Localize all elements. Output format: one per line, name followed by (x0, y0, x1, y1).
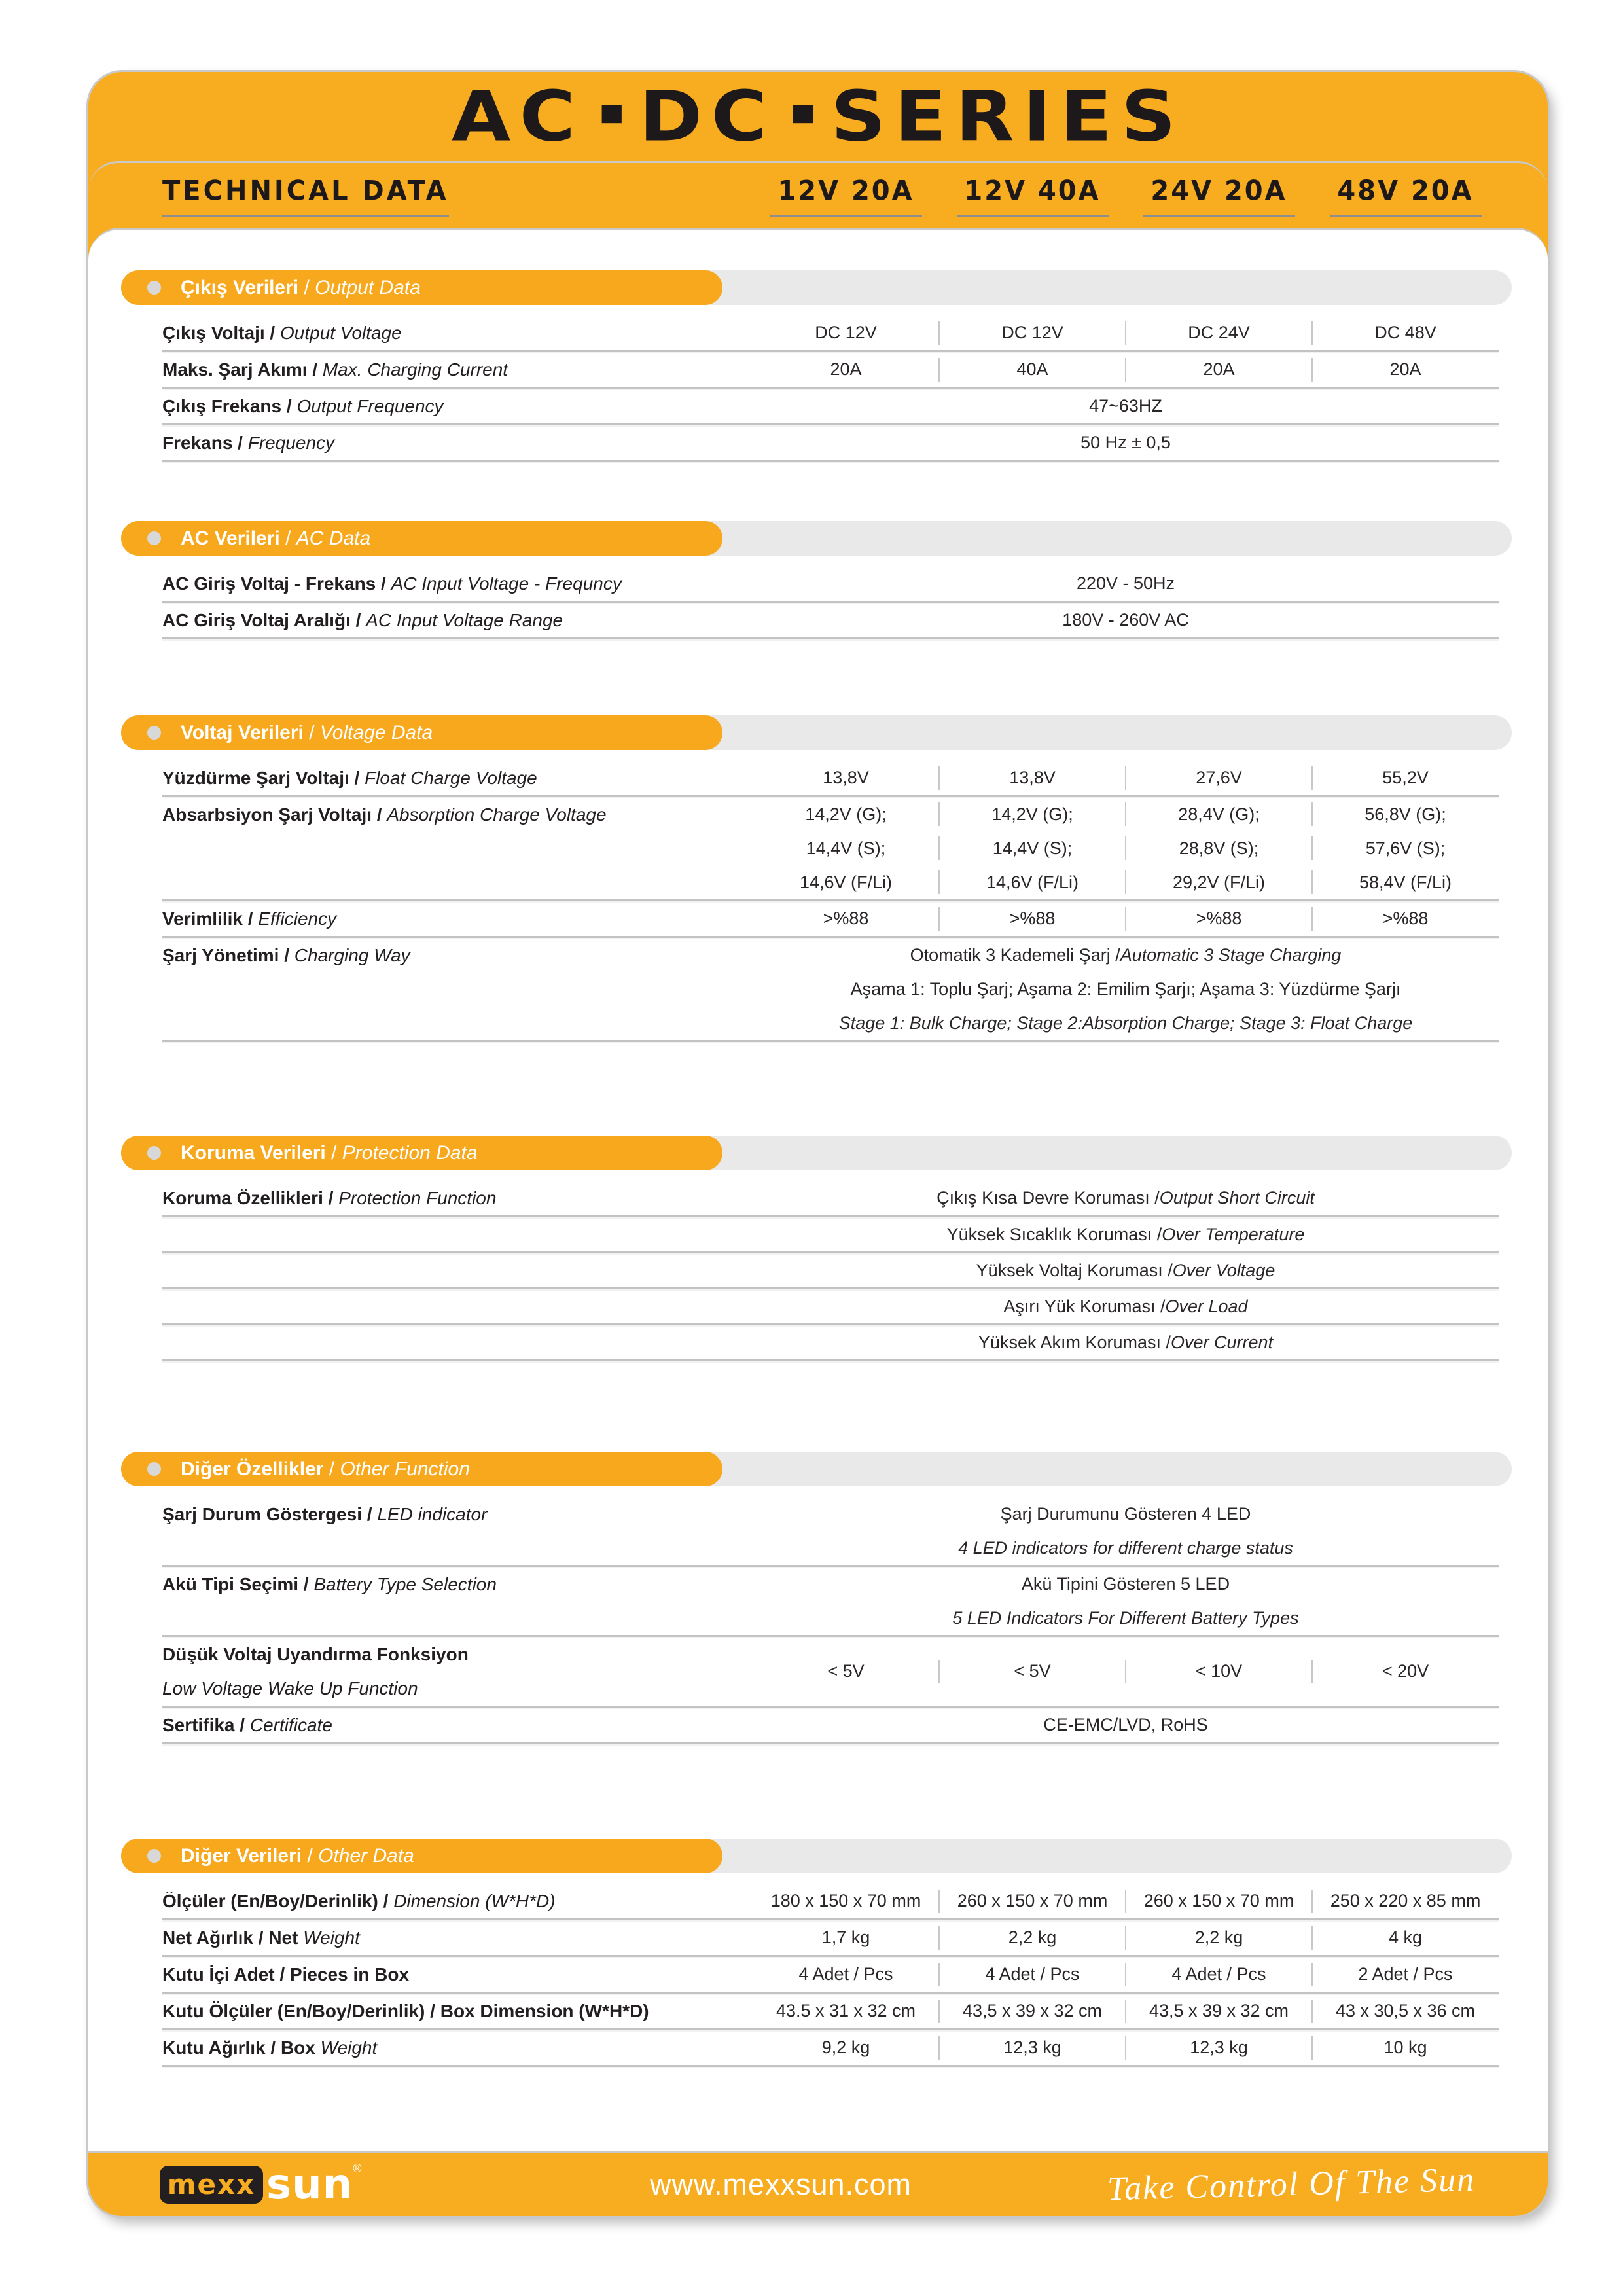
value-span: Aşırı Yük Koruması / Over Load (1003, 1296, 1248, 1316)
row-label: AC Giriş Voltaj - Frekans / AC Input Voltage - Frequncy (162, 573, 622, 594)
bullet-icon (147, 726, 161, 740)
footer-url: www.mexxsun.com (649, 2167, 912, 2201)
section-rows (162, 1884, 1499, 2067)
title-dot-separator (793, 105, 813, 124)
row-separator (162, 1742, 1499, 1744)
logo-mexx-text: mexx (167, 2168, 256, 2200)
column-header-underline (1330, 215, 1482, 217)
column-header-underline (770, 215, 922, 217)
row-label: AC Giriş Voltaj Aralığı / AC Input Voltage Range (162, 610, 563, 630)
value-columns (753, 831, 1499, 865)
section-pill-highlight (121, 1136, 722, 1170)
page-title (452, 76, 1185, 157)
section-other-function (88, 1452, 1548, 1744)
column-header-underline (1143, 215, 1295, 217)
value-columns (753, 1958, 1499, 1992)
row-values (753, 1325, 1499, 1359)
row-label: Verimlilik / Efficiency (162, 908, 337, 929)
row-label: Maks. Şarj Akımı / Max. Charging Current (162, 359, 508, 380)
value-cell: 43 x 30,5 x 36 cm (1312, 2001, 1499, 2021)
value-cell: 14,6V (F/Li) (939, 872, 1126, 893)
value-cell: 28,8V (S); (1126, 838, 1312, 859)
value-cell: >%88 (939, 908, 1126, 929)
bullet-icon (147, 1146, 161, 1160)
value-cell: 58,4V (F/Li) (1312, 872, 1499, 893)
row-values (753, 1253, 1499, 1287)
value-cell: 14,2V (G); (939, 804, 1126, 825)
table-row (162, 1957, 1499, 1992)
section-pill-highlight (121, 715, 722, 750)
title-word: DC (639, 75, 776, 158)
value-cell: >%88 (1312, 908, 1499, 929)
section-rows (162, 1497, 1499, 1744)
value-cell: 20A (830, 359, 862, 379)
value-columns (753, 865, 1499, 899)
value-span: Yüksek Sıcaklık Koruması / Over Temperature (946, 1224, 1305, 1244)
table-row (162, 797, 1499, 899)
column-header (1312, 176, 1499, 217)
value-columns (753, 902, 1499, 936)
column-header (1126, 176, 1312, 217)
value-cell: 20A (1126, 359, 1312, 380)
title-word: SERIES (830, 75, 1185, 158)
value-cell: DC 48V (1312, 323, 1499, 343)
column-header-label: 12V 40A (964, 175, 1101, 207)
value-cell: 14,6V (F/Li) (799, 872, 893, 892)
row-values (753, 1497, 1499, 1565)
value-cell: 2,2 kg (1126, 1928, 1312, 1948)
row-values (753, 761, 1499, 795)
section-title: Diğer Özellikler / Other Function (181, 1458, 470, 1480)
bullet-icon (147, 531, 161, 545)
section-title: Koruma Verileri / Protection Data (181, 1141, 478, 1164)
row-values (753, 352, 1499, 387)
row-values (753, 938, 1499, 1040)
section-pill-highlight (121, 1839, 722, 1873)
table-row (162, 425, 1499, 460)
row-values (753, 2030, 1499, 2065)
section-pill (121, 521, 1512, 556)
table-row (162, 1567, 1499, 1635)
value-cell: < 20V (1312, 1661, 1499, 1681)
value-cell: >%88 (1126, 908, 1312, 929)
row-label: Frekans / Frequency (162, 433, 335, 453)
value-cell: < 10V (1126, 1661, 1312, 1681)
value-cell: 260 x 150 x 70 mm (939, 1891, 1126, 1911)
value-cell: 12,3 kg (939, 2037, 1126, 2058)
content-card (88, 228, 1548, 2153)
row-separator (162, 460, 1499, 462)
technical-data-band (88, 161, 1548, 238)
column-headers (753, 176, 1499, 217)
value-span: Stage 1: Bulk Charge; Stage 2:Absorption Charge; Stage 3: Float Charge (838, 1013, 1413, 1033)
value-cell: 14,2V (G); (805, 804, 887, 824)
row-label: Akü Tipi Seçimi / Battery Type Selection (162, 1574, 497, 1594)
section-rows (162, 761, 1499, 1042)
value-columns (753, 761, 1499, 795)
row-separator (162, 2065, 1499, 2067)
technical-data-label: TECHNICAL DATA (162, 175, 449, 207)
value-columns (753, 1921, 1499, 1955)
table-row (162, 566, 1499, 601)
row-values (753, 797, 1499, 899)
value-cell: 2,2 kg (939, 1928, 1126, 1948)
row-values (753, 1994, 1499, 2028)
section-pill-highlight (121, 270, 722, 305)
section-rows (162, 1181, 1499, 1361)
value-columns (753, 797, 1499, 831)
table-row (162, 2030, 1499, 2065)
value-span: Yüksek Akım Koruması / Over Current (978, 1332, 1274, 1352)
row-label (162, 1325, 753, 1359)
row-values (753, 566, 1499, 601)
value-cell: 56,8V (G); (1312, 804, 1499, 825)
section-output-data (88, 270, 1548, 462)
logo-mexx-box (160, 2166, 263, 2204)
row-label: Koruma Özellikleri / Protection Function (162, 1188, 497, 1208)
section-pill (121, 1839, 1512, 1873)
value-cell: DC 12V (939, 323, 1126, 343)
column-header-label: 24V 20A (1150, 175, 1287, 207)
table-row (162, 901, 1499, 936)
value-cell: 28,4V (G); (1126, 804, 1312, 825)
table-row (162, 1253, 1499, 1287)
row-label: Kutu Ölçüler (En/Boy/Derinlik) / Box Dimension (W*H*D) (162, 2001, 649, 2021)
table-row (162, 315, 1499, 350)
datasheet-card (88, 72, 1548, 2216)
value-span: 180V - 260V AC (1062, 610, 1189, 630)
table-row (162, 1637, 1499, 1706)
row-separator (162, 1040, 1499, 1042)
row-label: Sertifika / Certificate (162, 1715, 332, 1735)
footer (88, 2153, 1548, 2216)
sections (88, 270, 1548, 2067)
row-values (753, 1181, 1499, 1215)
table-row (162, 389, 1499, 423)
row-label (162, 1253, 753, 1287)
value-columns (753, 2031, 1499, 2065)
value-cell: 250 x 220 x 85 mm (1312, 1891, 1499, 1911)
title-area (88, 72, 1548, 161)
section-rows (162, 315, 1499, 462)
table-row (162, 1217, 1499, 1251)
column-header (753, 176, 939, 217)
title-dot-separator (601, 105, 621, 124)
row-label: Çıkış Frekans / Output Frequency (162, 396, 444, 416)
table-row (162, 352, 1499, 387)
value-cell: 9,2 kg (821, 2037, 870, 2057)
bullet-icon (147, 1462, 161, 1476)
value-columns (753, 316, 1499, 350)
row-label: Şarj Yönetimi / Charging Way (162, 945, 410, 965)
row-separator (162, 1359, 1499, 1361)
value-span: 50 Hz ± 0,5 (1080, 433, 1171, 452)
bullet-icon (147, 1849, 161, 1863)
value-cell: 1,7 kg (821, 1928, 870, 1947)
section-pill-highlight (121, 521, 722, 556)
row-label: Çıkış Voltajı / Output Voltage (162, 323, 402, 343)
value-cell: 180 x 150 x 70 mm (770, 1891, 921, 1910)
table-row (162, 1497, 1499, 1565)
brand-logo (160, 2160, 362, 2209)
value-columns (753, 1655, 1499, 1689)
value-span: Akü Tipini Gösteren 5 LED (1021, 1573, 1230, 1594)
value-cell: 55,2V (1312, 768, 1499, 788)
value-cell: < 5V (827, 1661, 865, 1681)
row-values (753, 315, 1499, 350)
column-header-underline (957, 215, 1109, 217)
table-row (162, 1181, 1499, 1215)
row-label: Yüzdürme Şarj Voltajı / Float Charge Voltage (162, 768, 537, 788)
logo-sun-text: sun (266, 2160, 353, 2209)
value-span: 220V - 50Hz (1076, 573, 1175, 593)
table-row (162, 1289, 1499, 1323)
value-cell: 27,6V (1126, 768, 1312, 788)
row-values (753, 1957, 1499, 1992)
value-span: Otomatik 3 Kademeli Şarj / Automatic 3 Stage Charging (910, 944, 1342, 965)
table-row (162, 1325, 1499, 1359)
section-voltage-data (88, 715, 1548, 1042)
value-columns (753, 1994, 1499, 2028)
table-row (162, 1994, 1499, 2028)
row-values (753, 1217, 1499, 1251)
column-header-label: 12V 20A (777, 175, 914, 207)
row-label (162, 1217, 753, 1251)
value-cell: 14,4V (S); (939, 838, 1126, 859)
value-cell: 43,5 x 39 x 32 cm (1126, 2001, 1312, 2021)
value-cell: 4 Adet / Pcs (939, 1964, 1126, 1984)
technical-data-underline (162, 215, 449, 217)
section-protection-data (88, 1136, 1548, 1361)
section-pill-highlight (121, 1452, 722, 1486)
row-label: Kutu İçi Adet / Pieces in Box (162, 1964, 410, 1984)
row-separator (162, 637, 1499, 639)
value-columns (753, 353, 1499, 387)
row-values (753, 1567, 1499, 1635)
value-span: 5 LED Indicators For Different Battery Types (952, 1607, 1299, 1628)
section-title: Diğer Verileri / Other Data (181, 1844, 414, 1867)
value-cell: 20A (1312, 359, 1499, 380)
section-pill (121, 1452, 1512, 1486)
table-row (162, 761, 1499, 795)
value-cell: DC 12V (815, 323, 877, 342)
value-span: Çıkış Kısa Devre Koruması / Output Short Circuit (936, 1188, 1315, 1208)
value-cell: 14,4V (S); (806, 838, 886, 858)
section-title: Voltaj Verileri / Voltage Data (181, 721, 433, 744)
value-span: Şarj Durumunu Gösteren 4 LED (1000, 1503, 1251, 1524)
value-cell: 29,2V (F/Li) (1126, 872, 1312, 893)
value-cell: 57,6V (S); (1312, 838, 1499, 859)
row-label (162, 1289, 753, 1323)
value-columns (753, 1884, 1499, 1918)
title-word: AC (451, 75, 584, 158)
registered-mark: ® (353, 2161, 362, 2175)
column-header-label: 48V 20A (1337, 175, 1474, 207)
section-pill (121, 715, 1512, 750)
section-ac-data (88, 521, 1548, 639)
section-title: AC Verileri / AC Data (181, 527, 371, 549)
table-row (162, 1920, 1499, 1955)
value-cell: 2 Adet / Pcs (1312, 1964, 1499, 1984)
value-cell: 4 Adet / Pcs (1126, 1964, 1312, 1984)
row-values (753, 425, 1499, 460)
table-row (162, 1708, 1499, 1742)
footer-slogan: Take Control Of The Sun (1107, 2161, 1476, 2208)
column-header (939, 176, 1126, 217)
table-row (162, 603, 1499, 637)
value-span: Yüksek Voltaj Koruması / Over Voltage (976, 1260, 1275, 1280)
row-label: Kutu Ağırlık / Box Weight (162, 2037, 378, 2058)
row-values (753, 901, 1499, 936)
row-values (753, 603, 1499, 637)
value-cell: 260 x 150 x 70 mm (1126, 1891, 1312, 1911)
bullet-icon (147, 281, 161, 295)
value-cell: 43.5 x 31 x 32 cm (776, 2001, 916, 2020)
value-span: 47~63HZ (1089, 396, 1162, 416)
row-values (753, 1637, 1499, 1706)
table-row (162, 1884, 1499, 1918)
section-other-data (88, 1839, 1548, 2067)
section-rows (162, 566, 1499, 639)
row-values (753, 1884, 1499, 1918)
value-cell: 40A (939, 359, 1126, 380)
value-cell: 10 kg (1312, 2037, 1499, 2058)
row-values (753, 389, 1499, 423)
section-pill (121, 1136, 1512, 1170)
value-cell: >%88 (823, 908, 869, 928)
value-cell: 4 Adet / Pcs (798, 1964, 893, 1984)
value-span: CE-EMC/LVD, RoHS (1043, 1715, 1208, 1734)
section-title: Çıkış Verileri / Output Data (181, 276, 421, 298)
value-cell: 43,5 x 39 x 32 cm (939, 2001, 1126, 2021)
value-cell: DC 24V (1126, 323, 1312, 343)
row-values (753, 1289, 1499, 1323)
section-pill (121, 270, 1512, 305)
value-cell: 13,8V (939, 768, 1126, 788)
row-values (753, 1708, 1499, 1742)
row-label: Düşük Voltaj Uyandırma Fonksiyon Low Voltage Wake Up Function (162, 1644, 469, 1698)
row-label: Şarj Durum Göstergesi / LED indicator (162, 1504, 488, 1524)
value-cell: 13,8V (823, 768, 869, 787)
value-span: 4 LED indicators for different charge status (958, 1537, 1293, 1558)
value-span: Aşama 1: Toplu Şarj; Aşama 2: Emilim Şarjı; Aşama 3: Yüzdürme Şarjı (850, 978, 1401, 999)
value-cell: 4 kg (1312, 1928, 1499, 1948)
row-label: Absarbsiyon Şarj Voltajı / Absorption Charge Voltage (162, 804, 607, 825)
value-cell: < 5V (939, 1661, 1126, 1681)
table-row (162, 938, 1499, 1040)
row-values (753, 1920, 1499, 1955)
row-label: Ölçüler (En/Boy/Derinlik) / Dimension (W*H*D) (162, 1891, 556, 1911)
value-cell: 12,3 kg (1126, 2037, 1312, 2058)
row-label: Net Ağırlık / Net Weight (162, 1928, 360, 1948)
technical-data-label-block (162, 176, 449, 217)
